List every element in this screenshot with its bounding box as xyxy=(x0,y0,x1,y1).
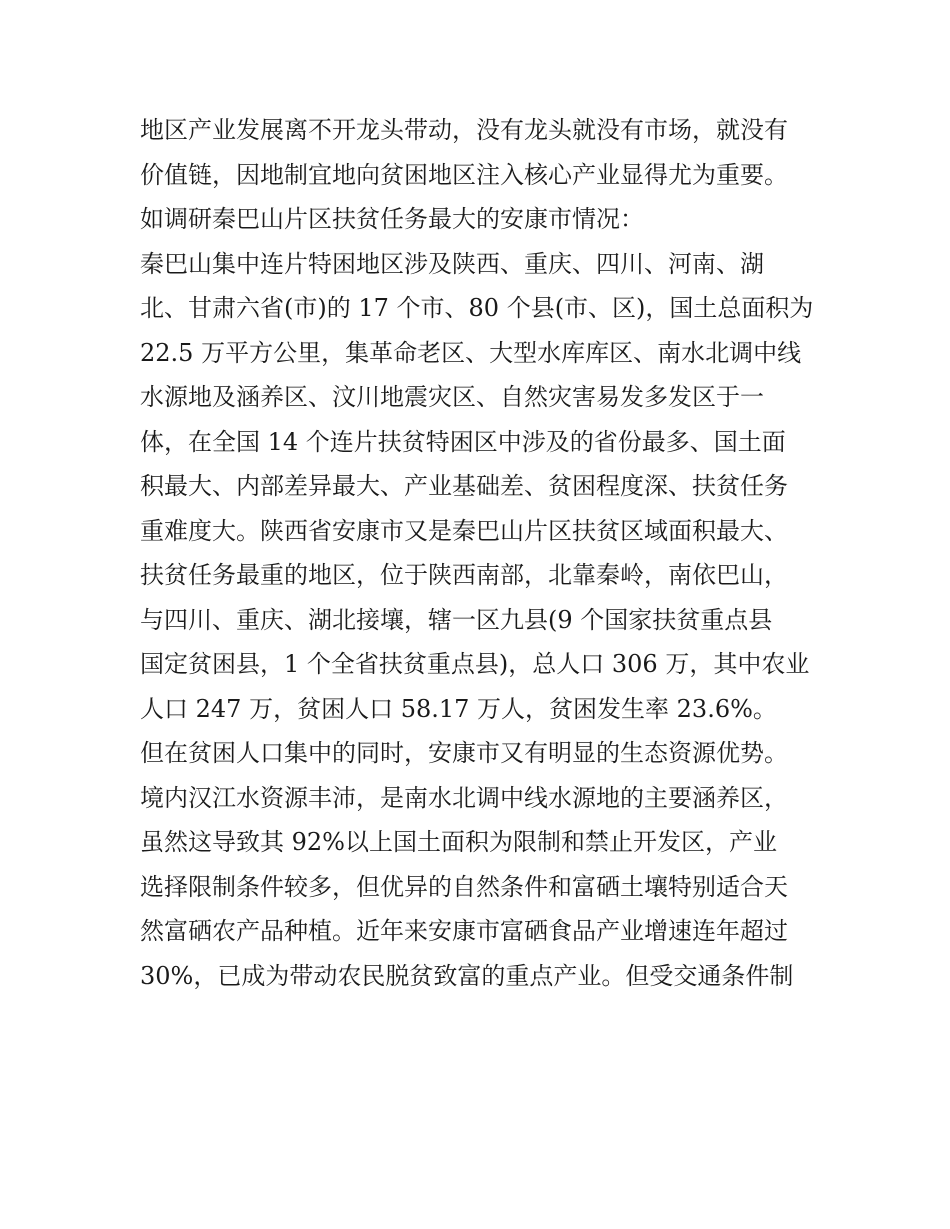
text-line: 人口 247 万，贫困人口 58.17 万人，贫困发生率 23.6%。 xyxy=(140,694,777,723)
text-line: 境内汉江水资源丰沛，是南水北调中线水源地的主要涵养区， xyxy=(140,783,788,812)
text-line: 然富硒农产品种植。近年来安康市富硒食品产业增速连年超过 xyxy=(140,917,788,945)
text-line: 但在贫困人口集中的同时，安康市又有明显的生态资源优势。 xyxy=(140,739,788,767)
text-line: 水源地及涵养区、汶川地震灾区、自然灾害易发多发区于一 xyxy=(140,383,764,411)
text-line: 与四川、重庆、湖北接壤，辖一区九县(9 个国家扶贫重点县 xyxy=(140,605,773,634)
text-line: 重难度大。陕西省安康市又是秦巴山片区扶贫区域面积最大、 xyxy=(140,516,788,545)
text-line: 积最大、内部差异最大、产业基础差、贫困程度深、扶贫任务 xyxy=(140,472,788,500)
text-line: 秦巴山集中连片特困地区涉及陕西、重庆、四川、河南、湖 xyxy=(140,249,764,278)
text-line: 如调研秦巴山片区扶贫任务最大的安康市情况： xyxy=(140,205,644,233)
text-line: 虽然这导致其 92%以上国土面积为限制和禁止开发区，产业 xyxy=(140,828,777,856)
text-line: 体，在全国 14 个连片扶贫特困区中涉及的省份最多、国土面 xyxy=(140,427,786,456)
text-line: 选择限制条件较多，但优异的自然条件和富硒土壤特别适合天 xyxy=(140,872,788,901)
text-line: 地区产业发展离不开龙头带动，没有龙头就没有市场，就没有 xyxy=(140,116,788,144)
text-line: 22.5 万平方公里，集革命老区、大型水库库区、南水北调中线 xyxy=(140,338,802,367)
text-line: 价值链，因地制宜地向贫困地区注入核心产业显得尤为重要。 xyxy=(140,160,788,189)
text-line: 扶贫任务最重的地区，位于陕西南部，北靠秦岭，南依巴山， xyxy=(140,561,788,589)
text-line: 30%，已成为带动农民脱贫致富的重点产业。但受交通条件制 xyxy=(140,961,794,990)
text-line: 北、甘肃六省(市)的 17 个市、80 个县(市、区)，国土总面积为 xyxy=(140,294,814,322)
body-text xyxy=(140,108,815,998)
text-line: 国定贫困县，1 个全省扶贫重点县)，总人口 306 万，其中农业 xyxy=(140,650,810,678)
